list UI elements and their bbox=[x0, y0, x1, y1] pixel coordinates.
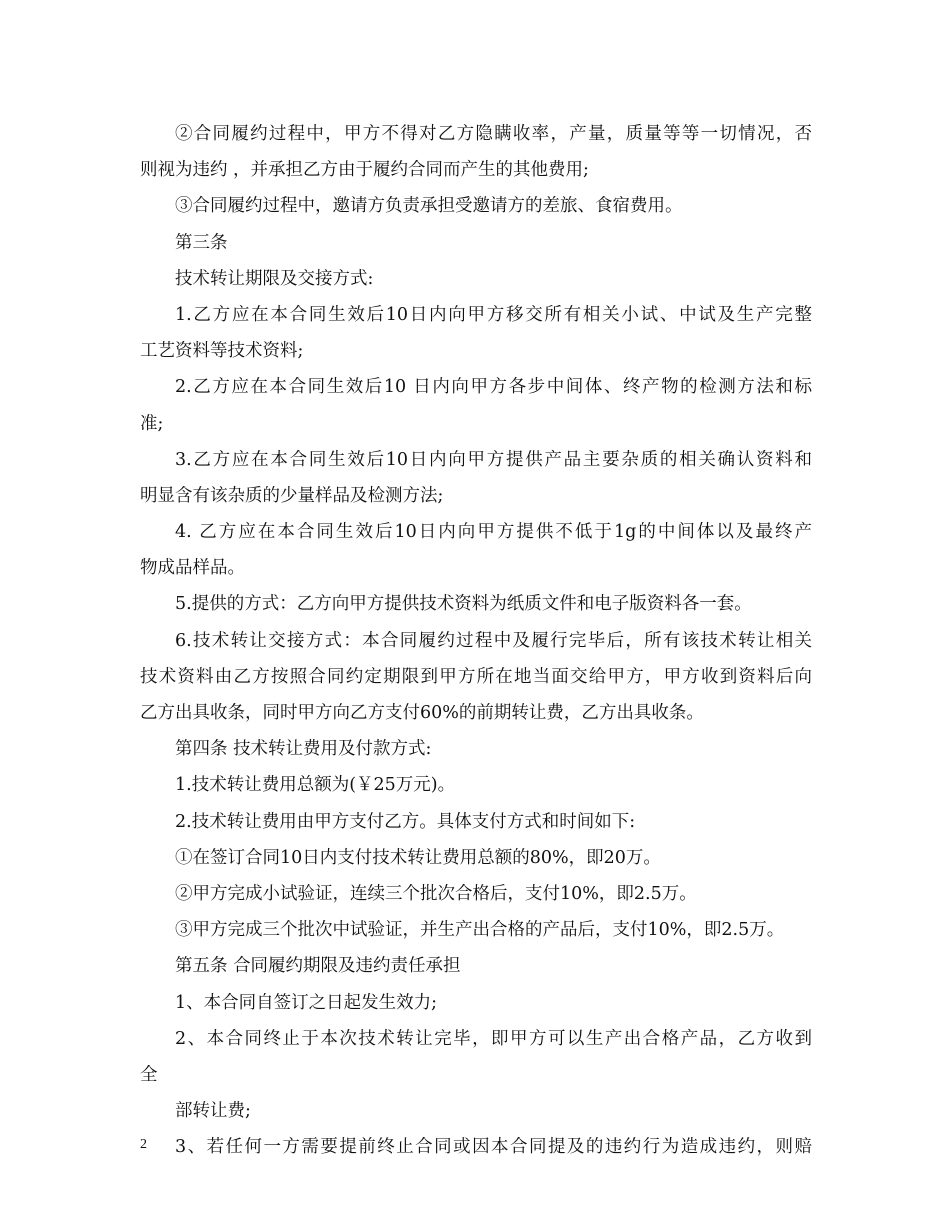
paragraph-line: 1.技术转让费用总额为(￥25万元)。 bbox=[175, 775, 456, 796]
paragraph-line: ②合同履约过程中，甲方不得对乙方隐瞒收率，产量，质量等等一切情况，否 bbox=[175, 124, 812, 144]
paragraph-line: 4. 乙方应在本合同生效后10日内向甲方提供不低于1g的中间体以及最终产 bbox=[175, 522, 812, 543]
section-heading: 第三条 bbox=[175, 232, 228, 253]
paragraph-line: 1、本合同自签订之日起发生效力; bbox=[175, 992, 438, 1013]
paragraph-line: ①在签订合同10日内支付技术转让费用总额的80%，即20万。 bbox=[175, 847, 661, 868]
paragraph-line: 技术资料由乙方按照合同约定期限到甲方所在地当面交给甲方，甲方收到资料后向 bbox=[140, 666, 812, 687]
section-subheading: 技术转让期限及交接方式: bbox=[175, 268, 374, 289]
paragraph-line: ③甲方完成三个批次中试验证，并生产出合格的产品后，支付10%，即2.5万。 bbox=[175, 920, 785, 941]
paragraph-line: 部转让费; bbox=[175, 1101, 251, 1122]
paragraph-line: 6.技术转让交接方式：本合同履约过程中及履行完毕后，所有该技术转让相关 bbox=[175, 630, 812, 651]
paragraph-line: 2.技术转让费用由甲方支付乙方。具体支付方式和时间如下: bbox=[175, 811, 636, 832]
paragraph-line: 物成品样品。 bbox=[140, 558, 245, 579]
section-heading: 第四条 技术转让费用及付款方式: bbox=[175, 739, 432, 760]
paragraph-line: 准; bbox=[140, 413, 164, 434]
paragraph-line: 3.乙方应在本合同生效后10日内向甲方提供产品主要杂质的相关确认资料和 bbox=[175, 449, 812, 470]
paragraph-line: 1.乙方应在本合同生效后10日内向甲方移交所有相关小试、中试及生产完整 bbox=[175, 304, 812, 325]
paragraph-line: 3、若任何一方需要提前终止合同或因本合同提及的违约行为造成违约，则赔 bbox=[175, 1137, 812, 1158]
paragraph-line: ②甲方完成小试验证，连续三个批次合格后，支付10%，即2.5万。 bbox=[175, 883, 697, 904]
paragraph-line: 全 bbox=[140, 1064, 158, 1085]
paragraph-line: 乙方出具收条，同时甲方向乙方支付60%的前期转让费，乙方出具收条。 bbox=[140, 703, 704, 723]
section-heading: 第五条 合同履约期限及违约责任承担 bbox=[175, 956, 461, 977]
paragraph-line: 5.提供的方式：乙方向甲方提供技术资料为纸质文件和电子版资料各一套。 bbox=[175, 594, 752, 615]
paragraph-line: 工艺资料等技术资料; bbox=[140, 341, 304, 362]
page-number: 2 bbox=[140, 1137, 147, 1152]
paragraph-line: 2.乙方应在本合同生效后10 日内向甲方各步中间体、终产物的检测方法和标 bbox=[175, 377, 812, 398]
paragraph-line: 则视为违约 ，并承担乙方由于履约合同而产生的其他费用; bbox=[140, 160, 589, 181]
paragraph-line: ③合同履约过程中，邀请方负责承担受邀请方的差旅、食宿费用。 bbox=[175, 196, 683, 217]
paragraph-line: 明显含有该杂质的少量样品及检测方法; bbox=[140, 485, 444, 506]
document-body bbox=[140, 116, 812, 1165]
paragraph-line: 2、本合同终止于本次技术转让完毕，即甲方可以生产出合格产品，乙方收到 bbox=[175, 1028, 812, 1049]
